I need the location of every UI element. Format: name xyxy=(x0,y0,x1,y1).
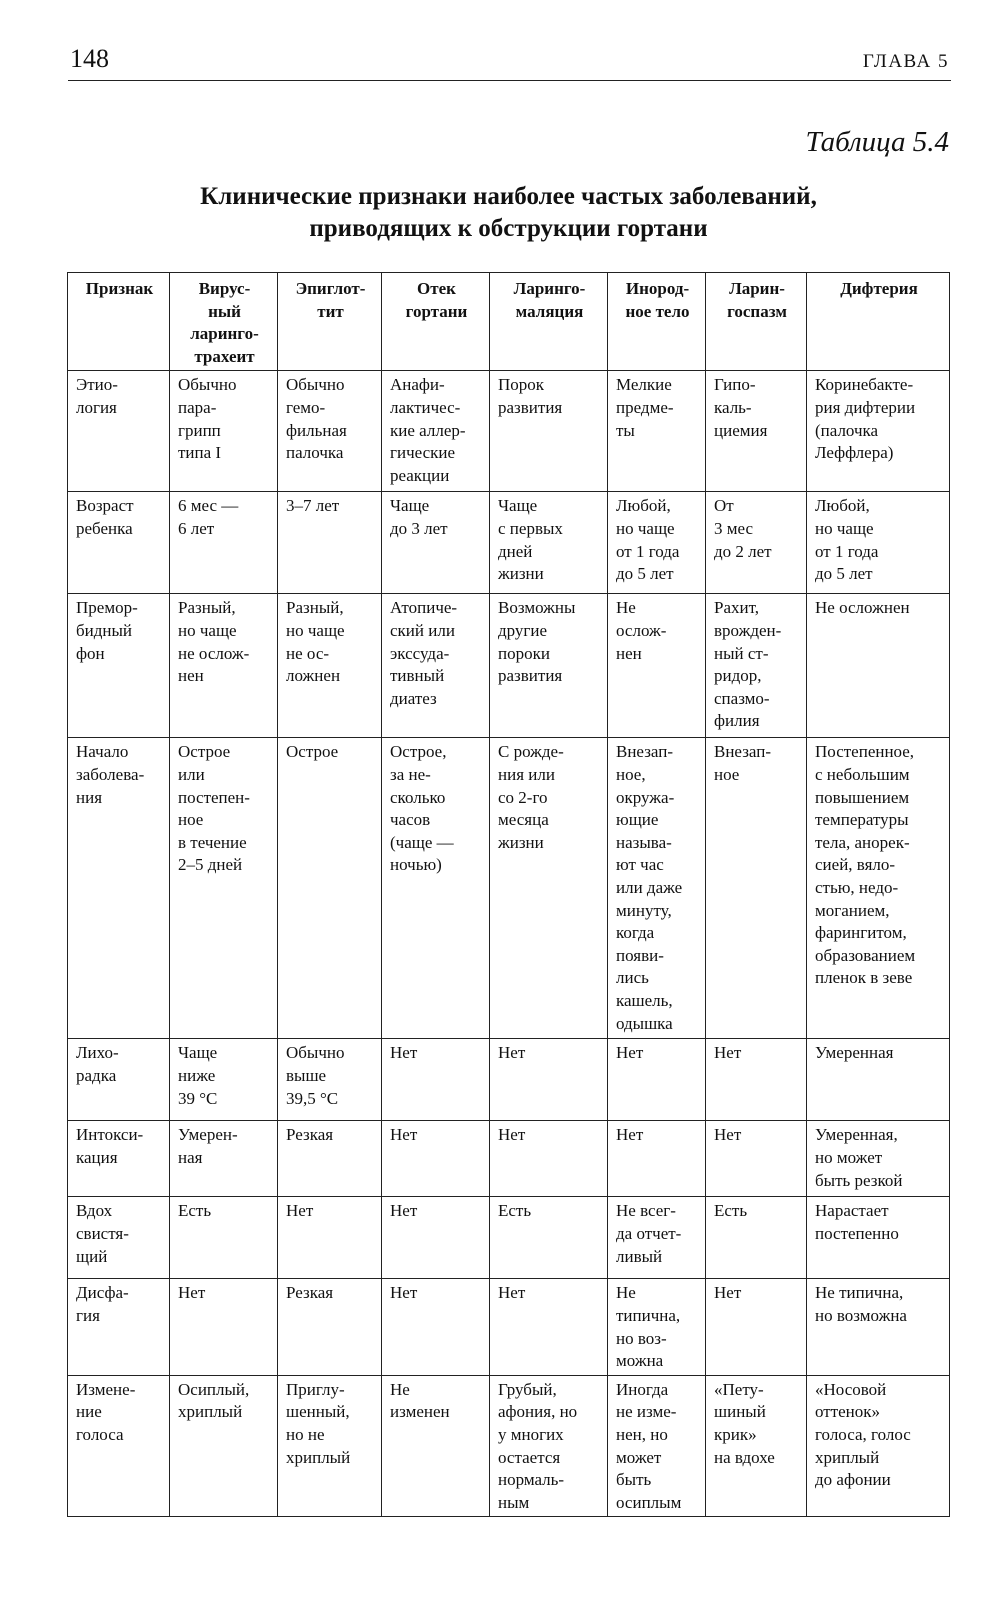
row-header-cell xyxy=(68,371,170,492)
cell-value: 6 мес — 6 лет xyxy=(178,496,239,538)
cell-value: Нет xyxy=(616,1125,644,1145)
cell-value: Чаще до 3 лет xyxy=(390,496,448,538)
table-cell xyxy=(608,1197,706,1279)
row-header-label: Начало заболева- ния xyxy=(76,742,145,807)
table-cell xyxy=(608,1039,706,1121)
table-row xyxy=(68,594,950,738)
table-cell xyxy=(490,738,608,1039)
cell-value: Умерен- ная xyxy=(178,1125,238,1167)
table-cell xyxy=(382,594,490,738)
column-header xyxy=(278,273,382,371)
column-header-label: Эпиглот- тит xyxy=(295,279,366,321)
table-cell xyxy=(490,594,608,738)
table-row xyxy=(68,492,950,594)
table-cell xyxy=(382,1197,490,1279)
table-title-line: Клинические признаки наиболее частых заболеваний, xyxy=(200,183,817,210)
cell-value: Резкая xyxy=(286,1283,334,1303)
table-cell xyxy=(807,738,950,1039)
cell-value: Не ослож- нен xyxy=(616,598,667,663)
row-header-label: Интокси- кация xyxy=(76,1125,144,1167)
header-rule xyxy=(68,80,951,81)
table-cell xyxy=(706,1039,807,1121)
table-cell xyxy=(278,492,382,594)
table-cell xyxy=(278,1197,382,1279)
table-cell xyxy=(170,1039,278,1121)
table-cell xyxy=(490,1197,608,1279)
table-cell xyxy=(807,492,950,594)
cell-value: Атопиче- ский или экссуда- тивный диатез xyxy=(390,598,458,708)
cell-value: Обычно пара- грипп типа I xyxy=(178,375,237,463)
table-cell xyxy=(706,1197,807,1279)
page-number: 148 xyxy=(70,44,109,73)
table-cell xyxy=(170,1121,278,1197)
table-cell xyxy=(706,594,807,738)
table-cell xyxy=(706,1279,807,1375)
table-label: Таблица 5.4 xyxy=(805,126,949,158)
table-cell xyxy=(278,1039,382,1121)
table-cell xyxy=(170,1279,278,1375)
cell-value: Острое или постепен- ное в течение 2–5 дней xyxy=(178,742,250,875)
chapter-label: ГЛАВА 5 xyxy=(862,51,949,72)
row-header-cell xyxy=(68,1279,170,1375)
cell-value: Не осложнен xyxy=(815,598,910,618)
cell-value: Разный, но чаще не ос- ложнен xyxy=(286,598,345,686)
table-cell xyxy=(807,594,950,738)
table-cell xyxy=(382,738,490,1039)
cell-value: Острое xyxy=(286,742,339,762)
column-header xyxy=(706,273,807,371)
table-cell xyxy=(608,1279,706,1375)
cell-value: Иногда не изме- нен, но может быть осиплым xyxy=(616,1379,682,1512)
table-cell xyxy=(278,1279,382,1375)
cell-value: Не всег- да отчет- ливый xyxy=(616,1201,682,1266)
column-header-label: Дифтерия xyxy=(840,279,918,298)
cell-value: Нет xyxy=(714,1043,742,1063)
table-cell xyxy=(608,371,706,492)
row-header-label: Этио- логия xyxy=(76,375,118,417)
row-header-cell xyxy=(68,738,170,1039)
cell-value: Обычно гемо- фильная палочка xyxy=(286,375,347,463)
cell-value: От 3 мес до 2 лет xyxy=(714,496,772,561)
cell-value: Осиплый, хриплый xyxy=(178,1379,250,1422)
cell-value: Гипо- каль- циемия xyxy=(714,375,768,440)
column-header-label: Ларинго- маляция xyxy=(513,279,586,321)
column-header-label: Признак xyxy=(85,279,154,298)
row-header-label: Измене- ние голоса xyxy=(76,1379,136,1444)
table-cell xyxy=(490,371,608,492)
table-cell xyxy=(490,492,608,594)
table-row xyxy=(68,1279,950,1375)
cell-value: Есть xyxy=(714,1201,748,1221)
table-cell xyxy=(807,1039,950,1121)
cell-value: Обычно выше 39,5 °С xyxy=(286,1043,345,1108)
cell-value: Нет xyxy=(498,1125,526,1145)
cell-value: Нет xyxy=(286,1201,314,1221)
table-cell xyxy=(807,1279,950,1375)
cell-value: Нет xyxy=(390,1043,418,1063)
table-cell xyxy=(278,594,382,738)
column-header-label: Вирус- ный ларинго- трахеит xyxy=(190,279,259,366)
table-cell xyxy=(382,1121,490,1197)
cell-value: Чаще ниже 39 °С xyxy=(178,1043,218,1108)
cell-value: Есть xyxy=(498,1201,532,1221)
column-header xyxy=(382,273,490,371)
cell-value: Разный, но чаще не ослож- нен xyxy=(178,598,250,686)
row-header-label: Возраст ребенка xyxy=(76,496,134,538)
cell-value: Нет xyxy=(498,1283,526,1303)
cell-value: Нет xyxy=(714,1283,742,1303)
cell-value: Умеренная xyxy=(815,1043,894,1063)
row-header-label: Вдох свистя- щий xyxy=(76,1201,129,1266)
table-cell xyxy=(608,1121,706,1197)
row-header-cell xyxy=(68,594,170,738)
cell-value: 3–7 лет xyxy=(286,496,340,516)
table-title xyxy=(68,181,949,245)
table-row xyxy=(68,738,950,1039)
column-header xyxy=(807,273,950,371)
table-cell xyxy=(490,1039,608,1121)
cell-value: Нет xyxy=(498,1043,526,1063)
column-header xyxy=(608,273,706,371)
table-cell xyxy=(278,371,382,492)
row-header-label: Премор- бидный фон xyxy=(76,598,138,663)
table-title-line: приводящих к обструкции гортани xyxy=(309,215,708,242)
cell-value: Не типична, но возможна xyxy=(815,1283,907,1325)
table-cell xyxy=(170,738,278,1039)
cell-value: Любой, но чаще от 1 года до 5 лет xyxy=(616,496,680,584)
table-cell xyxy=(170,492,278,594)
table-cell xyxy=(170,1197,278,1279)
row-header-cell xyxy=(68,1197,170,1279)
cell-value: Нет xyxy=(178,1283,206,1303)
cell-value: Постепенное, с небольшим повышением температуры тела, анорек- сией, вяло- стью, недо- моганием, фарингитом, образованием пленок в зеве xyxy=(815,742,916,988)
table-row xyxy=(68,1039,950,1121)
table-cell xyxy=(490,1375,608,1517)
table-cell xyxy=(706,738,807,1039)
table-row xyxy=(68,371,950,492)
cell-value: Есть xyxy=(178,1201,212,1221)
row-header-cell xyxy=(68,1375,170,1517)
cell-value: С рожде- ния или со 2-го месяца жизни xyxy=(498,742,564,852)
column-header xyxy=(170,273,278,371)
cell-value: Мелкие предме- ты xyxy=(616,375,674,440)
table-row xyxy=(68,1197,950,1279)
column-header-label: Отек гортани xyxy=(405,279,468,321)
row-header-cell xyxy=(68,1121,170,1197)
column-header xyxy=(490,273,608,371)
table-cell xyxy=(706,492,807,594)
table-row xyxy=(68,1121,950,1197)
column-header-label: Ларин- госпазм xyxy=(727,279,787,321)
table-cell xyxy=(382,371,490,492)
column-header xyxy=(68,273,170,371)
row-header-cell xyxy=(68,1039,170,1121)
table-cell xyxy=(170,594,278,738)
cell-value: Нет xyxy=(390,1283,418,1303)
cell-value: Нет xyxy=(616,1043,644,1063)
cell-value: Не типична, но воз- можна xyxy=(616,1283,681,1371)
table-cell xyxy=(170,371,278,492)
table-cell xyxy=(706,1121,807,1197)
cell-value: Анафи- лактичес- кие аллер- гические реакции xyxy=(390,375,466,485)
table-cell xyxy=(382,1039,490,1121)
cell-value: Коринебакте- рия дифтерии (палочка Леффлера) xyxy=(815,375,916,463)
table-cell xyxy=(278,1375,382,1517)
cell-value: Умеренная, но может быть резкой xyxy=(815,1125,903,1190)
cell-value: Любой, но чаще от 1 года до 5 лет xyxy=(815,496,879,584)
cell-value: Внезап- ное xyxy=(714,742,771,784)
table-cell xyxy=(278,1121,382,1197)
cell-value: «Носовой оттенок» голоса, голос хриплый до афонии xyxy=(815,1379,911,1490)
row-header-label: Лихо- радка xyxy=(76,1043,119,1085)
cell-value: Чаще с первых дней жизни xyxy=(498,496,563,584)
table-cell xyxy=(608,1375,706,1517)
table-cell xyxy=(807,1375,950,1517)
table-body xyxy=(68,371,950,1517)
cell-value: Приглу- шенный, но не хриплый xyxy=(286,1379,351,1467)
cell-value: Внезап- ное, окружа- ющие называ- ют час или даже минуту, когда появи- лись кашель, одышка xyxy=(616,742,683,1033)
table-cell xyxy=(490,1279,608,1375)
column-header-label: Инород- ное тело xyxy=(625,279,690,321)
cell-value: Нет xyxy=(390,1201,418,1221)
table-cell xyxy=(807,1121,950,1197)
cell-value: Острое, за не- сколько часов (чаще — ночью) xyxy=(390,742,454,875)
table-cell xyxy=(490,1121,608,1197)
row-header-cell xyxy=(68,492,170,594)
clinical-signs-table xyxy=(67,272,950,1517)
table-cell xyxy=(807,371,950,492)
table-cell xyxy=(382,1375,490,1517)
table-cell xyxy=(807,1197,950,1279)
cell-value: «Пету- шиный крик» на вдохе xyxy=(714,1379,775,1467)
table-cell xyxy=(278,738,382,1039)
table-cell xyxy=(608,738,706,1039)
cell-value: Возможны другие пороки развития xyxy=(498,598,576,686)
table-cell xyxy=(608,492,706,594)
table-cell xyxy=(170,1375,278,1517)
table-cell xyxy=(382,1279,490,1375)
table-cell xyxy=(706,1375,807,1517)
cell-value: Нет xyxy=(714,1125,742,1145)
cell-value: Резкая xyxy=(286,1125,334,1145)
cell-value: Грубый, афония, но у многих остается нормаль- ным xyxy=(498,1379,578,1512)
table-cell xyxy=(706,371,807,492)
table-cell xyxy=(608,594,706,738)
cell-value: Не изменен xyxy=(390,1379,450,1422)
table-cell xyxy=(382,492,490,594)
cell-value: Рахит, врожден- ный ст- ридор, спазмо- филия xyxy=(714,598,782,731)
table-row xyxy=(68,1375,950,1517)
cell-value: Нет xyxy=(390,1125,418,1145)
cell-value: Нарастает постепенно xyxy=(815,1201,899,1243)
row-header-label: Дисфа- гия xyxy=(76,1283,129,1325)
table-header-row xyxy=(68,273,950,371)
cell-value: Порок развития xyxy=(498,375,563,417)
